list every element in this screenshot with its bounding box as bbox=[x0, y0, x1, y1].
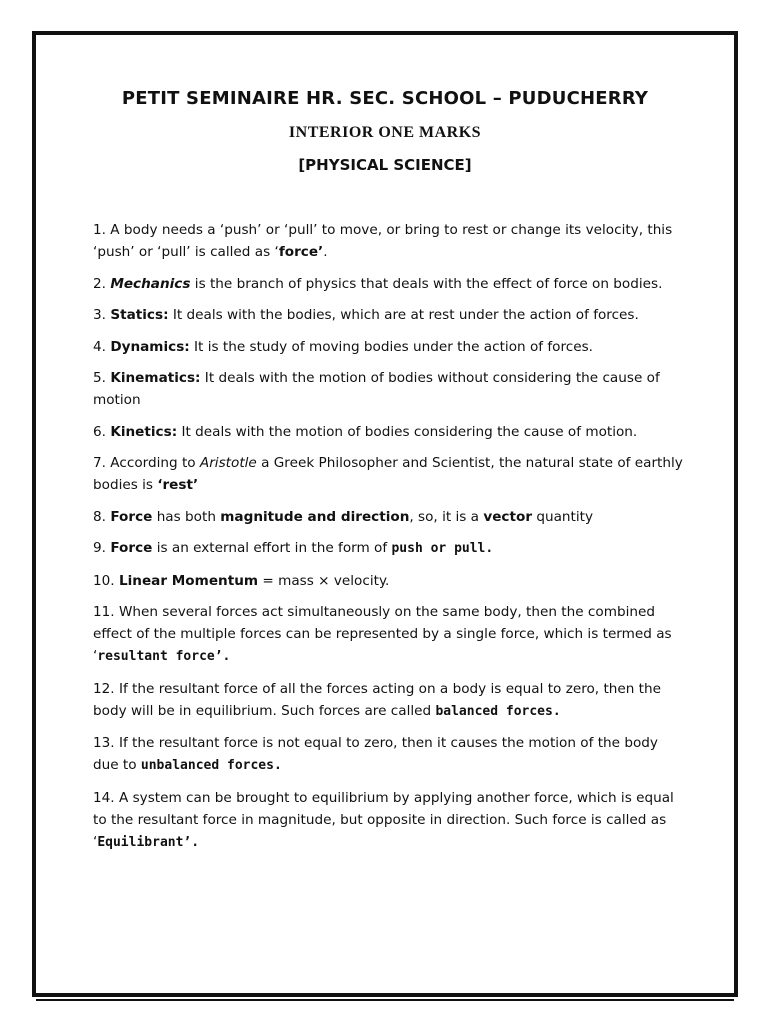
list-item-12: 12. If the resultant force of all the forces acting on a body is equal to zero, then the body will be in equilibrium. Such forces are called balanced forces. bbox=[93, 680, 661, 719]
list-item-11: 11. When several forces act simultaneously on the same body, then the combined effect of the multiple forces can be represented by a single force, which is termed as ‘resultant force’. bbox=[93, 604, 672, 664]
list-item-1: 1. A body needs a ‘push’ or ‘pull’ to move, or bring to rest or change its velocity, this ‘push’ or ‘pull’ is called as ‘force’. bbox=[93, 222, 673, 260]
list-item-2: 2. Mechanics is the branch of physics that deals with the effect of force on bodies. bbox=[93, 275, 663, 292]
list-item-9: 9. Force is an external effort in the form of push or pull. bbox=[93, 540, 494, 556]
list-item-4: 4. Dynamics: It is the study of moving bodies under the action of forces. bbox=[93, 338, 594, 355]
school-title: PETIT SEMINAIRE HR. SEC. SCHOOL – PUDUCHERRY bbox=[121, 88, 649, 109]
subject-heading: [PHYSICAL SCIENCE] bbox=[298, 156, 472, 174]
document-subtitle: INTERIOR ONE MARKS bbox=[288, 124, 482, 141]
list-item-8: 8. Force has both magnitude and direction, so, it is a vector quantity bbox=[93, 508, 594, 525]
list-item-13: 13. If the resultant force is not equal to zero, then it causes the motion of the body due to unbalanced forces. bbox=[93, 735, 658, 773]
list-item-6: 6. Kinetics: It deals with the motion of bodies considering the cause of motion. bbox=[93, 423, 638, 440]
list-item-14: 14. A system can be brought to equilibrium by applying another force, which is equal to the resultant force in magnitude, but opposite in direction. Such force is called as ‘Equilibrant’. bbox=[93, 789, 674, 850]
list-item-7: 7. According to Aristotle a Greek Philosopher and Scientist, the natural state of earthly bodies is ‘rest’ bbox=[93, 455, 683, 493]
one-marks-list bbox=[93, 219, 683, 863]
list-item-10: 10. Linear Momentum = mass × velocity. bbox=[93, 572, 390, 589]
list-item-5: 5. Kinematics: It deals with the motion of bodies without considering the cause of motion bbox=[93, 370, 660, 408]
list-item-3: 3. Statics: It deals with the bodies, which are at rest under the action of forces. bbox=[93, 307, 639, 323]
